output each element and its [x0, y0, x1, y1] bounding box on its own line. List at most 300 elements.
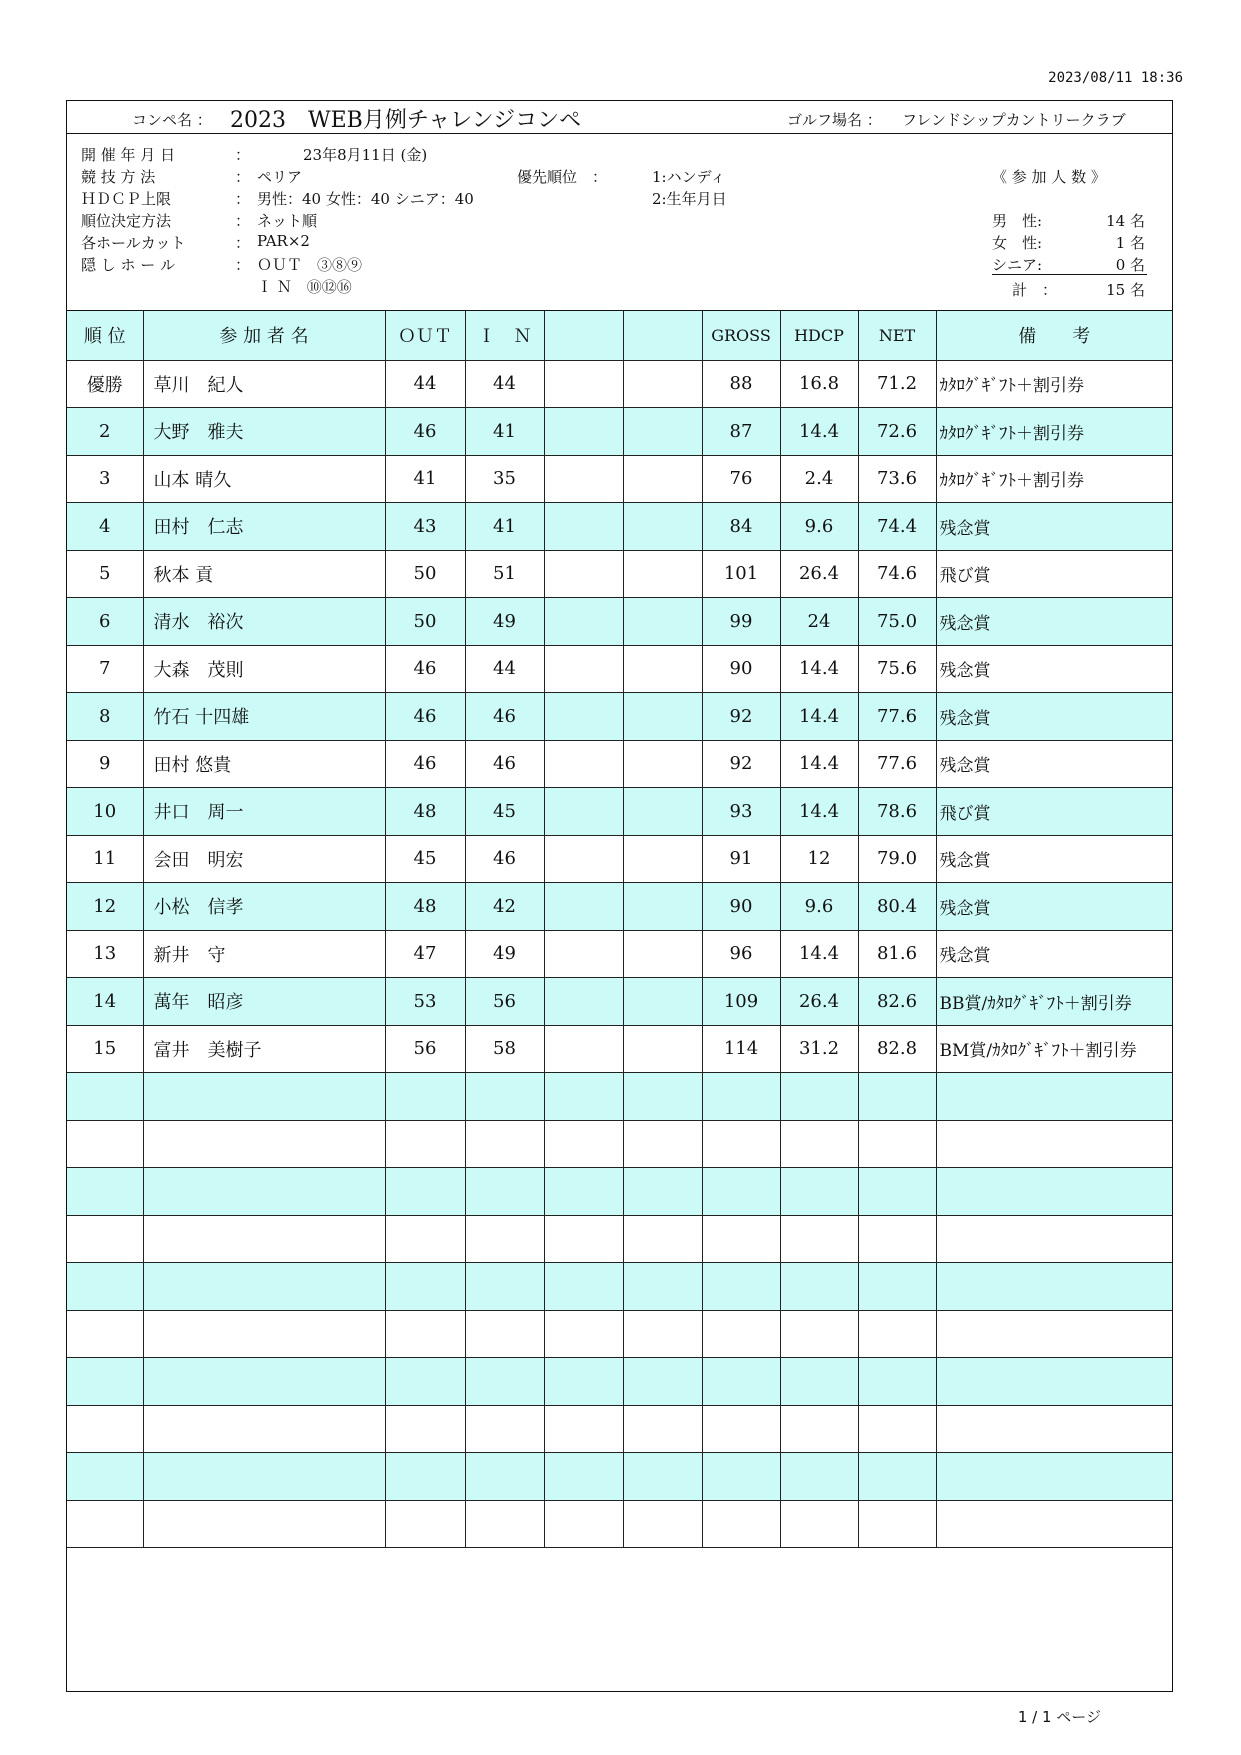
header-gross: GROSS [702, 311, 780, 360]
gross-cell: 99 [702, 598, 780, 646]
total-label: 計 ： [1012, 281, 1058, 299]
info-colon: ： [235, 256, 251, 274]
rank-cell [67, 1310, 143, 1358]
gross-cell [702, 1310, 780, 1358]
memo-cell: ｶﾀﾛｸﾞｷﾞﾌﾄ＋割引券 [936, 408, 1172, 456]
header-hdcp: HDCP [780, 311, 858, 360]
competition-name: 2023 WEB月例チャレンジコンペ [230, 108, 582, 133]
gross-cell [702, 1358, 780, 1406]
blank-cell [544, 360, 623, 408]
header-blank [623, 311, 702, 360]
rank-cell [67, 1358, 143, 1406]
memo-cell [936, 1215, 1172, 1263]
hdcp-cell [780, 1453, 858, 1501]
blank-cell [544, 1168, 623, 1216]
in-cell: 41 [465, 408, 544, 456]
gross-cell: 76 [702, 455, 780, 503]
blank-cell [544, 930, 623, 978]
hdcp-cell: 14.4 [780, 645, 858, 693]
rank-cell: 6 [67, 598, 143, 646]
gross-cell [702, 1500, 780, 1548]
net-cell [858, 1168, 936, 1216]
memo-cell [936, 1263, 1172, 1311]
header-net: NET [858, 311, 936, 360]
name-cell: 山本 晴久 [143, 455, 385, 503]
results-sheet [66, 100, 1173, 1692]
gross-cell: 84 [702, 503, 780, 551]
out-cell: 53 [385, 978, 465, 1026]
net-cell: 75.0 [858, 598, 936, 646]
memo-cell: 飛び賞 [936, 550, 1172, 598]
net-cell: 74.4 [858, 503, 936, 551]
in-cell: 45 [465, 788, 544, 836]
rank-cell [67, 1073, 143, 1121]
rank-cell: 9 [67, 740, 143, 788]
hdcp-cell: 24 [780, 598, 858, 646]
gross-cell: 88 [702, 360, 780, 408]
hdcp-cell: 31.2 [780, 1025, 858, 1073]
name-cell [143, 1168, 385, 1216]
competition-info [67, 134, 1172, 311]
name-cell: 富井 美樹子 [143, 1025, 385, 1073]
empty-table-row [67, 1500, 1172, 1548]
name-cell: 小松 信孝 [143, 883, 385, 931]
blank-cell [544, 883, 623, 931]
blank-cell [623, 693, 702, 741]
hdcp-cell: 14.4 [780, 408, 858, 456]
net-cell [858, 1215, 936, 1263]
blank-cell [544, 408, 623, 456]
rank-cell [67, 1168, 143, 1216]
blank-cell [544, 693, 623, 741]
female-label: 女 性: [992, 234, 1043, 252]
gross-cell: 101 [702, 550, 780, 598]
rank-cell: 8 [67, 693, 143, 741]
memo-cell: 残念賞 [936, 883, 1172, 931]
gross-cell [702, 1215, 780, 1263]
net-cell [858, 1263, 936, 1311]
net-cell [858, 1310, 936, 1358]
blank-cell [623, 645, 702, 693]
method-value: ペリア [257, 168, 303, 186]
rank-cell: 11 [67, 835, 143, 883]
blank-cell [623, 598, 702, 646]
rank-cell: 12 [67, 883, 143, 931]
memo-cell: 残念賞 [936, 930, 1172, 978]
out-cell [385, 1310, 465, 1358]
memo-cell: BM賞/ｶﾀﾛｸﾞｷﾞﾌﾄ＋割引券 [936, 1025, 1172, 1073]
net-cell: 71.2 [858, 360, 936, 408]
priority-1: 1:ハンディ [652, 168, 726, 186]
in-cell [465, 1120, 544, 1168]
blank-cell [544, 1358, 623, 1406]
blank-cell [544, 1310, 623, 1358]
out-cell: 46 [385, 408, 465, 456]
blank-cell [623, 1025, 702, 1073]
male-label: 男 性: [992, 212, 1043, 230]
table-row [67, 930, 1172, 978]
table-row [67, 835, 1172, 883]
name-cell: 新井 守 [143, 930, 385, 978]
blank-cell [544, 503, 623, 551]
gross-cell: 90 [702, 645, 780, 693]
blank-cell [544, 1215, 623, 1263]
header-memo: 備 考 [936, 311, 1172, 360]
gross-cell [702, 1168, 780, 1216]
gross-cell: 96 [702, 930, 780, 978]
hdcp-cell [780, 1358, 858, 1406]
blank-cell [623, 883, 702, 931]
hidden-holes-label: 隠 し ホ ー ル [81, 256, 176, 274]
net-cell [858, 1120, 936, 1168]
memo-cell: BB賞/ｶﾀﾛｸﾞｷﾞﾌﾄ＋割引券 [936, 978, 1172, 1026]
rank-cell: 14 [67, 978, 143, 1026]
name-cell: 大野 雅夫 [143, 408, 385, 456]
priority-2: 2:生年月日 [652, 190, 727, 208]
rank-method-label: 順位決定方法 [81, 212, 172, 230]
out-cell: 46 [385, 645, 465, 693]
name-cell: 田村 悠貴 [143, 740, 385, 788]
hdcp-cell [780, 1263, 858, 1311]
blank-cell [623, 1453, 702, 1501]
blank-cell [544, 740, 623, 788]
name-cell: 大森 茂則 [143, 645, 385, 693]
hdcp-cell: 14.4 [780, 693, 858, 741]
hdcp-cell: 12 [780, 835, 858, 883]
rank-cell: 7 [67, 645, 143, 693]
info-colon: ： [235, 212, 251, 230]
in-cell [465, 1168, 544, 1216]
in-cell: 56 [465, 978, 544, 1026]
net-cell: 78.6 [858, 788, 936, 836]
name-cell [143, 1120, 385, 1168]
rank-cell [67, 1453, 143, 1501]
print-timestamp: 2023/08/11 18:36 [1048, 70, 1183, 86]
gross-cell: 90 [702, 883, 780, 931]
blank-cell [544, 598, 623, 646]
hdcp-value: 男性：40 女性：40 シニア：40 [257, 190, 474, 208]
blank-cell [623, 503, 702, 551]
memo-cell [936, 1500, 1172, 1548]
net-cell: 79.0 [858, 835, 936, 883]
blank-cell [623, 788, 702, 836]
blank-cell [623, 1405, 702, 1453]
hole-cut-value: PAR×2 [257, 232, 310, 250]
gross-cell: 114 [702, 1025, 780, 1073]
gross-cell [702, 1120, 780, 1168]
memo-cell: 飛び賞 [936, 788, 1172, 836]
in-cell: 46 [465, 835, 544, 883]
table-row [67, 598, 1172, 646]
hdcp-cell: 16.8 [780, 360, 858, 408]
blank-cell [623, 1073, 702, 1121]
rank-cell: 2 [67, 408, 143, 456]
memo-cell [936, 1358, 1172, 1406]
blank-cell [623, 1168, 702, 1216]
table-row [67, 978, 1172, 1026]
memo-cell: 残念賞 [936, 645, 1172, 693]
memo-cell [936, 1073, 1172, 1121]
gross-cell: 93 [702, 788, 780, 836]
blank-cell [623, 1310, 702, 1358]
info-colon: ： [235, 190, 251, 208]
out-cell: 48 [385, 788, 465, 836]
out-cell: 48 [385, 883, 465, 931]
in-cell: 46 [465, 693, 544, 741]
blank-cell [623, 1500, 702, 1548]
table-row [67, 1025, 1172, 1073]
net-cell: 75.6 [858, 645, 936, 693]
hdcp-cell: 14.4 [780, 740, 858, 788]
empty-table-row [67, 1263, 1172, 1311]
out-cell [385, 1120, 465, 1168]
gross-cell: 91 [702, 835, 780, 883]
senior-count: 0 名 [1115, 256, 1145, 274]
blank-cell [544, 550, 623, 598]
memo-cell [936, 1168, 1172, 1216]
empty-table-row [67, 1215, 1172, 1263]
net-cell [858, 1453, 936, 1501]
blank-cell [544, 645, 623, 693]
empty-table-row [67, 1405, 1172, 1453]
blank-cell [623, 740, 702, 788]
course-name: フレンドシップカントリークラブ [902, 111, 1126, 129]
blank-cell [544, 835, 623, 883]
rank-cell [67, 1263, 143, 1311]
table-row [67, 693, 1172, 741]
name-cell: 会田 明宏 [143, 835, 385, 883]
name-cell [143, 1073, 385, 1121]
rank-cell [67, 1500, 143, 1548]
header-in: Ｉ Ｎ [465, 311, 544, 360]
name-cell: 清水 裕次 [143, 598, 385, 646]
hdcp-cell [780, 1405, 858, 1453]
rank-cell: 10 [67, 788, 143, 836]
gross-cell: 92 [702, 740, 780, 788]
blank-cell [623, 1358, 702, 1406]
memo-cell: ｶﾀﾛｸﾞｷﾞﾌﾄ＋割引券 [936, 455, 1172, 503]
rank-cell [67, 1120, 143, 1168]
net-cell: 77.6 [858, 693, 936, 741]
in-cell: 46 [465, 740, 544, 788]
rank-cell: 4 [67, 503, 143, 551]
hdcp-cell [780, 1120, 858, 1168]
net-cell: 81.6 [858, 930, 936, 978]
blank-cell [623, 550, 702, 598]
net-cell: 73.6 [858, 455, 936, 503]
info-colon: ： [235, 168, 251, 186]
in-cell: 44 [465, 360, 544, 408]
in-cell: 44 [465, 645, 544, 693]
hdcp-cell [780, 1168, 858, 1216]
hdcp-label: ＨＤＣＰ上限 [81, 190, 172, 208]
senior-row [992, 254, 1147, 275]
date-label: 開 催 年 月 日 [81, 146, 176, 164]
table-row [67, 503, 1172, 551]
name-cell [143, 1263, 385, 1311]
name-cell [143, 1453, 385, 1501]
blank-cell [544, 978, 623, 1026]
male-count: 14 名 [1106, 212, 1145, 230]
in-cell: 42 [465, 883, 544, 931]
rank-cell: 13 [67, 930, 143, 978]
course-label: ゴルフ場名 ： [787, 111, 882, 129]
in-cell: 58 [465, 1025, 544, 1073]
name-cell [143, 1310, 385, 1358]
date-value: 23年8月11日 (金) [303, 146, 428, 164]
table-row [67, 360, 1172, 408]
priority-label: 優先順位 ： [517, 168, 608, 186]
rank-method-value: ネット順 [257, 212, 318, 230]
blank-cell [623, 930, 702, 978]
participants-title: 《 参 加 人 数 》 [992, 168, 1106, 186]
empty-table-row [67, 1168, 1172, 1216]
in-cell [465, 1310, 544, 1358]
memo-cell [936, 1453, 1172, 1501]
gross-cell [702, 1073, 780, 1121]
in-cell: 35 [465, 455, 544, 503]
blank-cell [544, 1120, 623, 1168]
in-cell [465, 1263, 544, 1311]
blank-cell [544, 1073, 623, 1121]
rank-cell: 15 [67, 1025, 143, 1073]
out-cell: 46 [385, 693, 465, 741]
table-header-row [67, 311, 1172, 360]
net-cell: 82.8 [858, 1025, 936, 1073]
net-cell: 77.6 [858, 740, 936, 788]
hdcp-cell: 26.4 [780, 978, 858, 1026]
blank-cell [623, 1215, 702, 1263]
total-count: 15 名 [1106, 281, 1145, 299]
name-cell [143, 1215, 385, 1263]
gross-cell: 87 [702, 408, 780, 456]
hdcp-cell: 2.4 [780, 455, 858, 503]
net-cell [858, 1405, 936, 1453]
header-blank [544, 311, 623, 360]
table-row [67, 883, 1172, 931]
hdcp-cell: 9.6 [780, 503, 858, 551]
senior-label: シニア: [992, 256, 1043, 274]
memo-cell: 残念賞 [936, 835, 1172, 883]
net-cell: 72.6 [858, 408, 936, 456]
name-cell: 萬年 昭彦 [143, 978, 385, 1026]
out-cell: 41 [385, 455, 465, 503]
rank-cell [67, 1405, 143, 1453]
net-cell: 80.4 [858, 883, 936, 931]
blank-cell [623, 408, 702, 456]
out-cell: 50 [385, 598, 465, 646]
hdcp-cell [780, 1215, 858, 1263]
blank-cell [623, 1120, 702, 1168]
table-row [67, 788, 1172, 836]
empty-table-row [67, 1358, 1172, 1406]
in-cell [465, 1405, 544, 1453]
memo-cell: 残念賞 [936, 740, 1172, 788]
name-cell [143, 1358, 385, 1406]
blank-cell [544, 455, 623, 503]
blank-cell [623, 1263, 702, 1311]
hdcp-cell: 26.4 [780, 550, 858, 598]
out-cell [385, 1168, 465, 1216]
in-cell [465, 1358, 544, 1406]
empty-table-row [67, 1073, 1172, 1121]
hole-cut-label: 各ホールカット [81, 234, 186, 252]
competition-label: コンペ名 ： [132, 111, 212, 129]
out-cell: 45 [385, 835, 465, 883]
table-row [67, 740, 1172, 788]
hdcp-cell: 14.4 [780, 788, 858, 836]
out-cell: 46 [385, 740, 465, 788]
name-cell [143, 1500, 385, 1548]
table-row [67, 645, 1172, 693]
female-count: 1 名 [1115, 234, 1145, 252]
in-cell: 49 [465, 930, 544, 978]
out-cell: 44 [385, 360, 465, 408]
memo-cell [936, 1310, 1172, 1358]
gross-cell [702, 1263, 780, 1311]
in-cell: 41 [465, 503, 544, 551]
memo-cell [936, 1405, 1172, 1453]
hdcp-cell [780, 1310, 858, 1358]
in-cell [465, 1215, 544, 1263]
title-row [67, 101, 1172, 134]
blank-cell [623, 360, 702, 408]
net-cell: 82.6 [858, 978, 936, 1026]
blank-cell [623, 978, 702, 1026]
memo-cell: 残念賞 [936, 503, 1172, 551]
blank-cell [544, 1453, 623, 1501]
memo-cell: 残念賞 [936, 693, 1172, 741]
gross-cell: 109 [702, 978, 780, 1026]
hdcp-cell [780, 1500, 858, 1548]
blank-cell [623, 455, 702, 503]
hdcp-cell: 14.4 [780, 930, 858, 978]
out-cell [385, 1073, 465, 1121]
net-cell [858, 1358, 936, 1406]
net-cell [858, 1500, 936, 1548]
out-cell [385, 1500, 465, 1548]
hidden-holes-out: ＯＵＴ ③⑧⑨ [257, 256, 363, 274]
memo-cell: 残念賞 [936, 598, 1172, 646]
in-cell [465, 1453, 544, 1501]
out-cell [385, 1358, 465, 1406]
gross-cell [702, 1405, 780, 1453]
header-rank: 順 位 [67, 311, 143, 360]
gross-cell [702, 1453, 780, 1501]
name-cell: 井口 周一 [143, 788, 385, 836]
empty-table-row [67, 1310, 1172, 1358]
out-cell [385, 1405, 465, 1453]
hdcp-cell: 9.6 [780, 883, 858, 931]
gross-cell: 92 [702, 693, 780, 741]
hdcp-cell [780, 1073, 858, 1121]
header-name: 参 加 者 名 [143, 311, 385, 360]
in-cell: 51 [465, 550, 544, 598]
blank-cell [544, 1500, 623, 1548]
out-cell [385, 1453, 465, 1501]
out-cell: 43 [385, 503, 465, 551]
table-row [67, 550, 1172, 598]
blank-cell [623, 835, 702, 883]
info-colon: ： [235, 146, 251, 164]
out-cell [385, 1263, 465, 1311]
name-cell: 草川 紀人 [143, 360, 385, 408]
info-colon: ： [235, 234, 251, 252]
memo-cell [936, 1120, 1172, 1168]
out-cell: 47 [385, 930, 465, 978]
page-number: 1 / 1 ページ [1017, 1708, 1101, 1726]
results-table [67, 311, 1172, 1548]
